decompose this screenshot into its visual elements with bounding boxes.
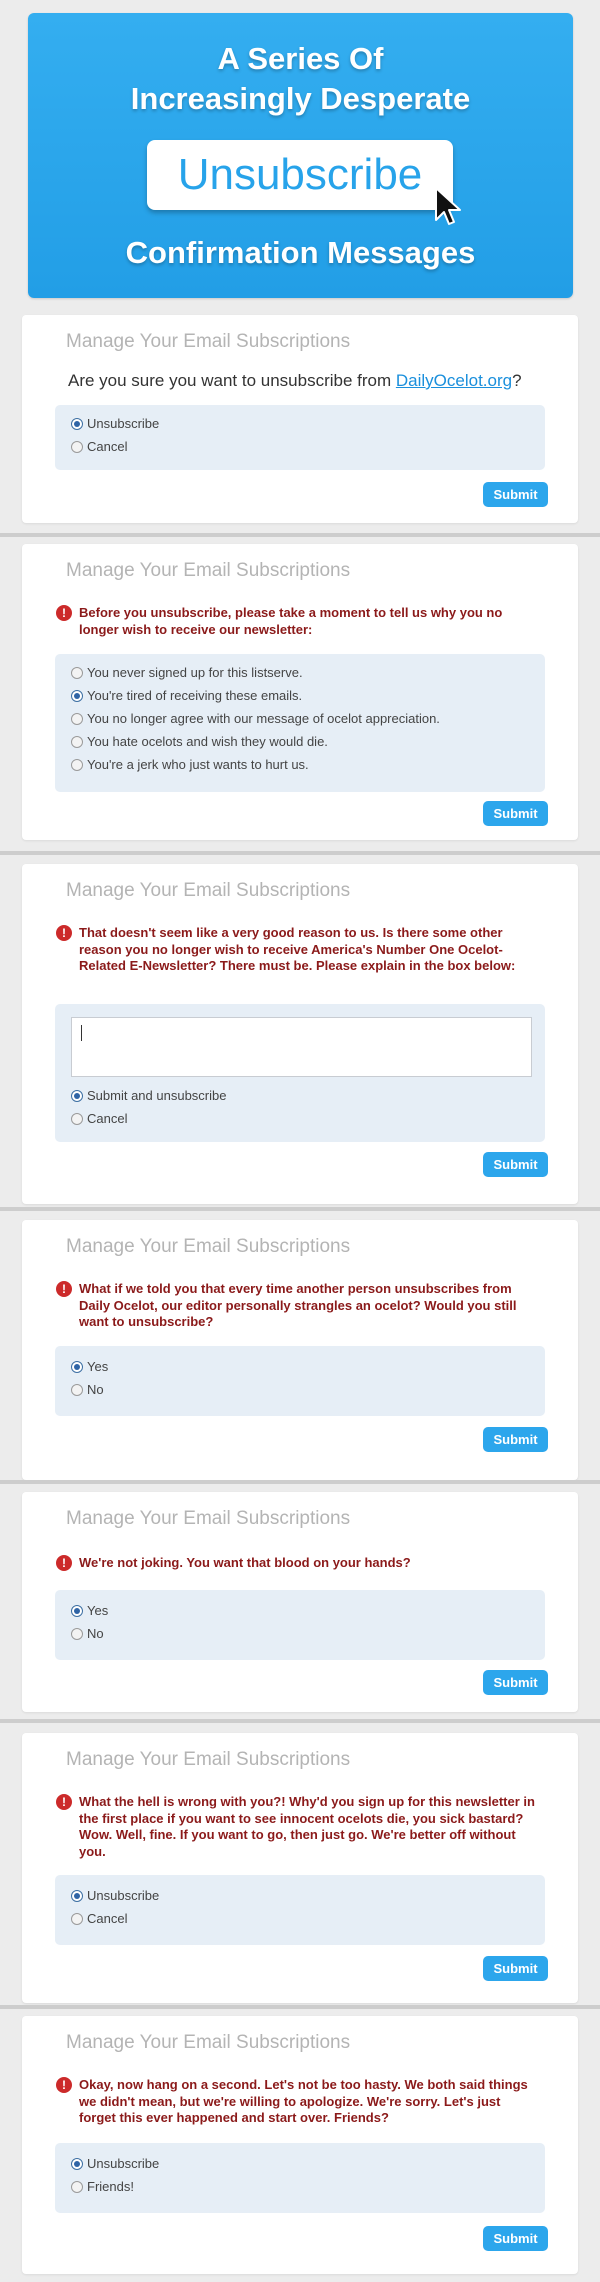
options-panel	[55, 654, 545, 792]
radio-option-tired[interactable]: You're tired of receiving these emails.	[71, 688, 302, 704]
text-caret	[81, 1025, 82, 1041]
section-divider	[0, 1480, 600, 1484]
warning-text: Before you unsubscribe, please take a moment to tell us why you no longer wish to receive our newsletter:	[79, 605, 503, 637]
section-divider	[0, 851, 600, 855]
banner-unsubscribe-button-graphic: Unsubscribe	[147, 140, 453, 210]
radio-button-icon[interactable]	[71, 736, 83, 748]
card-header: Manage Your Email Subscriptions	[66, 1749, 351, 1770]
options-panel	[55, 405, 545, 470]
radio-button-icon[interactable]	[71, 1628, 83, 1640]
radio-button-icon[interactable]	[71, 713, 83, 725]
subscription-card-1	[22, 315, 578, 523]
radio-button-icon[interactable]	[71, 1113, 83, 1125]
radio-button-icon[interactable]	[71, 1605, 83, 1617]
card-header: Manage Your Email Subscriptions	[66, 1236, 351, 1257]
submit-button[interactable]: Submit	[483, 1427, 548, 1452]
reason-textarea[interactable]	[71, 1017, 532, 1077]
subscription-card-2	[22, 544, 578, 840]
warning-message	[56, 2077, 538, 2127]
radio-option-no-longer-agree[interactable]: You no longer agree with our message of ocelot appreciation.	[71, 711, 440, 727]
radio-button-icon[interactable]	[71, 1361, 83, 1373]
subscription-card-7	[22, 2016, 578, 2274]
radio-option-cancel[interactable]: Cancel	[71, 1911, 127, 1927]
radio-button-icon[interactable]	[71, 441, 83, 453]
warning-message	[56, 1281, 538, 1331]
section-divider	[0, 1719, 600, 1723]
card-header: Manage Your Email Subscriptions	[66, 560, 351, 581]
radio-button-icon[interactable]	[71, 1090, 83, 1102]
radio-option-cancel[interactable]: Cancel	[71, 439, 127, 455]
card-header: Manage Your Email Subscriptions	[66, 1508, 351, 1529]
submit-button[interactable]: Submit	[483, 1152, 548, 1177]
radio-button-icon[interactable]	[71, 2181, 83, 2193]
card-header: Manage Your Email Subscriptions	[66, 2032, 351, 2053]
error-exclamation-icon: !	[56, 605, 72, 621]
radio-button-icon[interactable]	[71, 1890, 83, 1902]
banner-title-line-2: Increasingly Desperate	[130, 81, 471, 116]
radio-option-yes[interactable]: Yes	[71, 1359, 108, 1375]
radio-option-jerk[interactable]: You're a jerk who just wants to hurt us.	[71, 757, 309, 773]
subscription-card-5	[22, 1492, 578, 1712]
radio-option-yes[interactable]: Yes	[71, 1603, 108, 1619]
radio-option-no[interactable]: No	[71, 1382, 104, 1398]
card-header: Manage Your Email Subscriptions	[66, 880, 351, 901]
error-exclamation-icon: !	[56, 925, 72, 941]
error-exclamation-icon: !	[56, 1555, 72, 1571]
banner-title-line-1: A Series Of	[217, 41, 384, 76]
warning-text: What if we told you that every time another person unsubscribes from Daily Ocelot, our editor personally strangles an ocelot? Would you still want to unsubscribe?	[79, 1281, 517, 1329]
radio-option-never-signed-up[interactable]: You never signed up for this listserve.	[71, 665, 303, 681]
submit-button[interactable]: Submit	[483, 1670, 548, 1695]
radio-button-icon[interactable]	[71, 759, 83, 771]
subscription-card-3	[22, 864, 578, 1204]
subscription-card-6	[22, 1733, 578, 2003]
error-exclamation-icon: !	[56, 2077, 72, 2093]
submit-button[interactable]: Submit	[483, 482, 548, 507]
banner-title-line-3: Confirmation Messages	[125, 235, 476, 270]
radio-button-icon[interactable]	[71, 667, 83, 679]
options-panel	[55, 1875, 545, 1945]
warning-text: What the hell is wrong with you?! Why'd you sign up for this newsletter in the first place if you want to see innocent ocelots die, you sick bastard? Wow. Well, fine. If you want to go, then just go. We're better off without you.	[79, 1794, 535, 1859]
submit-button[interactable]: Submit	[483, 1956, 548, 1981]
radio-button-icon[interactable]	[71, 1913, 83, 1925]
pointer-cursor-icon	[434, 186, 464, 230]
radio-option-hate-ocelots[interactable]: You hate ocelots and wish they would die.	[71, 734, 328, 750]
radio-button-icon[interactable]	[71, 1384, 83, 1396]
radio-option-unsubscribe[interactable]: Unsubscribe	[71, 1888, 159, 1904]
warning-text: We're not joking. You want that blood on your hands?	[79, 1555, 411, 1570]
question-suffix: ?	[512, 371, 522, 390]
radio-option-friends[interactable]: Friends!	[71, 2179, 134, 2195]
options-panel	[55, 1346, 545, 1416]
section-divider	[0, 533, 600, 537]
hero-banner	[28, 13, 573, 298]
radio-option-submit-unsubscribe[interactable]: Submit and unsubscribe	[71, 1088, 226, 1104]
radio-option-unsubscribe[interactable]: Unsubscribe	[71, 416, 159, 432]
submit-button[interactable]: Submit	[483, 2226, 548, 2251]
warning-message	[56, 1794, 538, 1860]
card-header: Manage Your Email Subscriptions	[66, 331, 351, 352]
warning-text: Okay, now hang on a second. Let's not be too hasty. We both said things we didn't mean, but we're willing to apologize. We're sorry. Let's just forget this ever happened and start over. Friends?	[79, 2077, 528, 2125]
options-panel	[55, 2143, 545, 2213]
options-panel	[55, 1004, 545, 1142]
warning-message	[56, 925, 538, 975]
radio-option-no[interactable]: No	[71, 1626, 104, 1642]
radio-option-unsubscribe[interactable]: Unsubscribe	[71, 2156, 159, 2172]
question-text: Are you sure you want to unsubscribe from	[68, 371, 396, 390]
section-divider	[0, 2005, 600, 2009]
warning-message	[56, 605, 538, 638]
radio-button-icon[interactable]	[71, 2158, 83, 2170]
radio-button-icon[interactable]	[71, 418, 83, 430]
warning-text: That doesn't seem like a very good reason to us. Is there some other reason you no longer wish to receive America's Number One Ocelot-Related E-Newsletter? There must be. Please explain in the box below:	[79, 925, 516, 973]
options-panel	[55, 1590, 545, 1660]
section-divider	[0, 1207, 600, 1211]
unsubscribe-question	[68, 371, 522, 391]
error-exclamation-icon: !	[56, 1794, 72, 1810]
submit-button[interactable]: Submit	[483, 801, 548, 826]
dailyocelot-link[interactable]: DailyOcelot.org	[395, 371, 513, 390]
warning-message	[56, 1555, 538, 1572]
error-exclamation-icon: !	[56, 1281, 72, 1297]
subscription-card-4	[22, 1220, 578, 1480]
radio-button-icon[interactable]	[71, 690, 83, 702]
radio-option-cancel[interactable]: Cancel	[71, 1111, 127, 1127]
